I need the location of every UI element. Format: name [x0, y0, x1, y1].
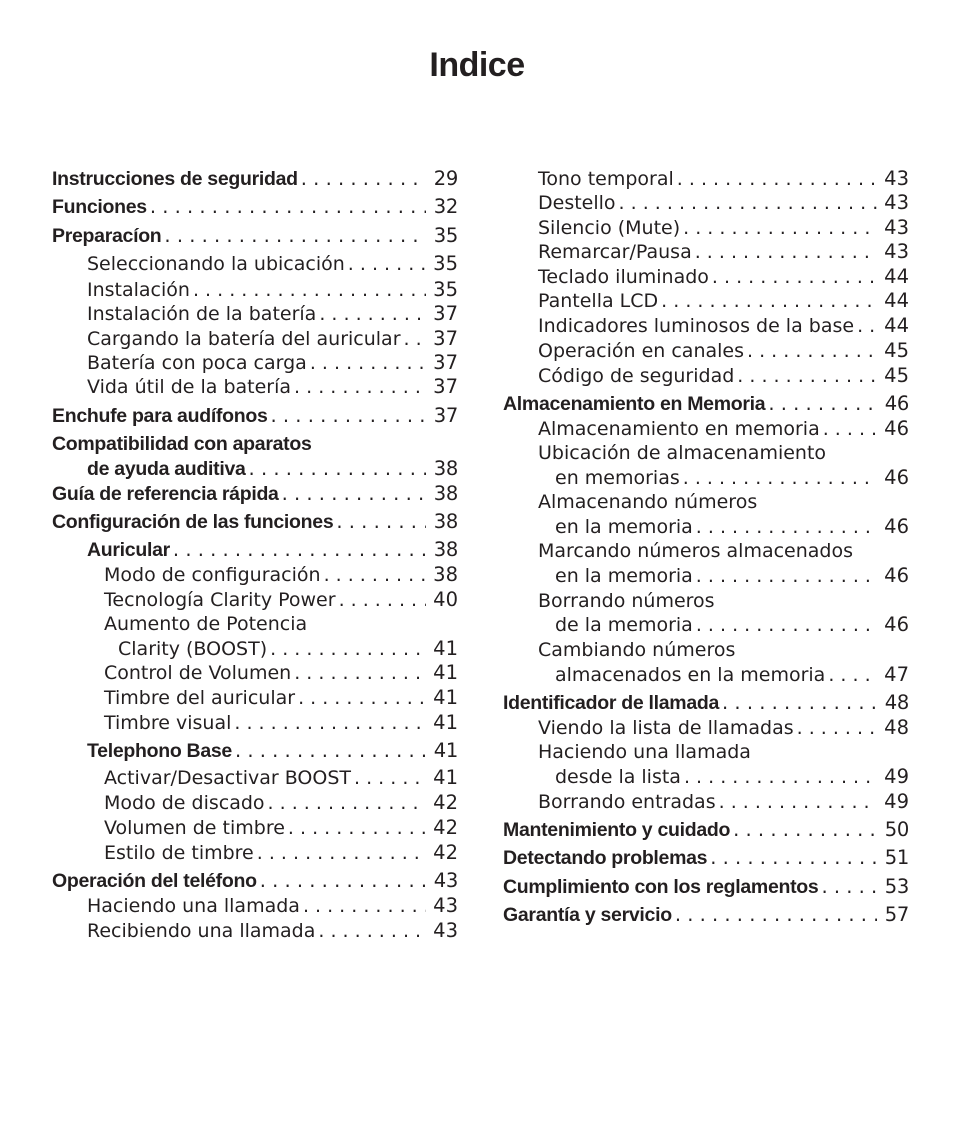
toc-entry	[503, 392, 909, 416]
dot-leader	[696, 515, 877, 539]
toc-page-number: 37	[433, 375, 458, 398]
toc-entry-title: Activar/Desactivar BOOST	[104, 767, 351, 789]
toc-page-number: 46	[884, 392, 909, 415]
toc-page-number: 48	[884, 716, 909, 739]
dot-leader	[173, 538, 426, 562]
dot-leader	[303, 894, 426, 918]
dot-leader	[324, 563, 426, 587]
toc-page-number: 37	[433, 404, 458, 427]
toc-entry-title: Remarcar/Pausa	[538, 241, 692, 263]
toc-page-number: 44	[884, 314, 909, 337]
toc-entry-title: Configuración de las funciones	[52, 511, 334, 533]
toc-page-number: 43	[433, 919, 458, 942]
toc-entry-heading: Marcando números almacenados	[538, 540, 854, 562]
toc-page-number: 41	[433, 686, 458, 709]
toc-entry-title: Operación del teléfono	[52, 870, 257, 892]
toc-page-number: 46	[884, 613, 909, 636]
toc-entry-title: Auricular	[87, 539, 170, 561]
toc-page-number: 50	[884, 818, 909, 841]
dot-leader	[319, 302, 426, 326]
toc-entry-title: en la memoria	[555, 565, 693, 587]
dot-leader	[271, 404, 426, 428]
toc-entry-title: Pantella LCD	[538, 290, 659, 312]
toc-entry-title: Tecnología Clarity Power	[104, 589, 336, 611]
toc-page-number: 49	[884, 790, 909, 813]
toc-entry-title: Almacenamiento en Memoria	[503, 393, 766, 415]
dot-leader	[404, 327, 427, 351]
toc-entry-heading: Ubicación de almacenamiento	[538, 442, 827, 464]
toc-entry-title: Cumplimiento con los reglamentos	[503, 876, 819, 898]
toc-entry	[104, 661, 458, 685]
dot-leader	[797, 716, 877, 740]
toc-entry	[104, 791, 458, 815]
toc-entry-title: Operación en canales	[538, 340, 745, 362]
dot-leader	[249, 457, 426, 481]
toc-page-number: 41	[433, 637, 458, 660]
dot-leader	[683, 466, 877, 490]
toc-entry-title: Cargando la batería del auricular	[87, 328, 401, 350]
toc-entry-title: Destello	[538, 192, 616, 214]
toc-entry	[555, 466, 909, 490]
toc-entry-title: Mantenimiento y cuidado	[503, 819, 731, 841]
toc-page-number: 43	[884, 191, 909, 214]
toc-entry	[538, 364, 909, 388]
dot-leader	[722, 691, 877, 715]
dot-leader	[747, 339, 877, 363]
toc-entry-title: Instalación	[87, 279, 190, 301]
dot-leader	[683, 216, 877, 240]
dot-leader	[150, 195, 426, 219]
toc-entry	[87, 252, 458, 276]
toc-entry-title: Instalación de la batería	[87, 303, 317, 325]
toc-entry-heading: Cambiando números	[538, 639, 736, 661]
dot-leader	[270, 637, 426, 661]
toc-entry	[538, 289, 909, 313]
dot-leader	[348, 252, 426, 276]
dot-leader	[695, 240, 877, 264]
toc-entry-title: de ayuda auditiva	[87, 458, 246, 480]
dot-leader	[235, 739, 426, 763]
toc-page-number: 38	[433, 482, 458, 505]
toc-entry	[87, 457, 458, 481]
toc-page-number: 35	[433, 252, 458, 275]
toc-page-number: 51	[884, 846, 909, 869]
toc-entry-title: Modo de configuración	[104, 564, 321, 586]
toc-entry-title: Clarity (BOOST)	[118, 638, 268, 660]
toc-entry	[555, 564, 909, 588]
dot-leader	[696, 613, 877, 637]
toc-entry	[503, 903, 909, 927]
dot-leader	[339, 588, 426, 612]
toc-entry-title: de la memoria	[555, 614, 693, 636]
toc-entry	[555, 613, 909, 637]
dot-leader	[294, 375, 426, 399]
toc-page-number: 41	[433, 766, 458, 789]
toc-page-number: 46	[884, 417, 909, 440]
toc-entry	[52, 167, 458, 191]
dot-leader	[733, 818, 877, 842]
dot-leader	[719, 790, 877, 814]
toc-entry-title: Enchufe para audífonos	[52, 405, 268, 427]
toc-entry-title: Preparacíon	[52, 225, 162, 247]
dot-leader	[164, 224, 426, 248]
toc-page-number: 37	[433, 302, 458, 325]
toc-page-number: 35	[433, 278, 458, 301]
toc-entry-title: Teclado iluminado	[538, 266, 709, 288]
toc-entry	[555, 765, 909, 789]
toc-page-number: 45	[884, 364, 909, 387]
toc-entry	[52, 869, 458, 893]
toc-entry	[538, 216, 909, 240]
dot-leader	[828, 663, 877, 687]
toc-entry	[52, 195, 458, 219]
toc-entry	[104, 816, 458, 840]
dot-leader	[282, 482, 426, 506]
toc-entry	[87, 538, 458, 562]
toc-entry-heading: Compatibilidad con aparatos	[52, 433, 312, 455]
dot-leader	[661, 289, 877, 313]
toc-page-number: 32	[433, 195, 458, 218]
toc-entry-title: Instrucciones de seguridad	[52, 168, 298, 190]
toc-page-number: 46	[884, 564, 909, 587]
toc-page-number: 43	[433, 894, 458, 917]
toc-page-number: 53	[884, 875, 909, 898]
toc-entry-title: Vida útil de la batería	[87, 376, 292, 398]
toc-page-number: 37	[433, 351, 458, 374]
toc-entry-title: Viendo la lista de llamadas	[538, 717, 794, 739]
dot-leader	[675, 903, 877, 927]
toc-entry	[87, 739, 458, 763]
toc-entry	[538, 790, 909, 814]
dot-leader	[737, 364, 877, 388]
toc-page-number: 41	[433, 739, 458, 762]
toc-entry	[52, 404, 458, 428]
toc-page-number: 45	[884, 339, 909, 362]
toc-entry-title: Detectando problemas	[503, 847, 708, 869]
toc-entry-title: Borrando entradas	[538, 791, 716, 813]
dot-leader	[857, 314, 877, 338]
toc-entry	[503, 846, 909, 870]
toc-page-number: 40	[433, 588, 458, 611]
toc-entry-title: Recibiendo una llamada	[87, 920, 316, 942]
toc-entry-title: Batería con poca carga	[87, 352, 307, 374]
toc-entry	[52, 224, 458, 248]
toc-entry	[104, 563, 458, 587]
dot-leader	[677, 167, 877, 191]
toc-entry	[538, 314, 909, 338]
toc-entry	[104, 588, 458, 612]
dot-leader	[318, 919, 426, 943]
toc-entry	[104, 841, 458, 865]
dot-leader	[336, 510, 426, 534]
toc-entry-title: Identificador de llamada	[503, 692, 720, 714]
dot-leader	[354, 766, 426, 790]
toc-entry-heading: Haciendo una llamada	[538, 741, 751, 763]
toc-page-number: 38	[433, 510, 458, 533]
toc-page-number: 42	[433, 791, 458, 814]
dot-leader	[712, 265, 877, 289]
toc-entry-heading: Aumento de Potencia	[104, 613, 308, 635]
toc-entry-title: Indicadores luminosos de la base	[538, 315, 855, 337]
toc-entry-title: Garantía y servicio	[503, 904, 672, 926]
toc-page-number: 57	[884, 903, 909, 926]
toc-entry-heading: Borrando números	[538, 590, 715, 612]
toc-entry-title: Tono temporal	[538, 168, 674, 190]
toc-entry	[538, 265, 909, 289]
toc-page-number: 43	[884, 167, 909, 190]
toc-entry-title: almacenados en la memoria	[555, 664, 826, 686]
toc-entry	[538, 191, 909, 215]
toc-page-number: 44	[884, 265, 909, 288]
toc-page-number: 46	[884, 466, 909, 489]
toc-entry	[87, 919, 458, 943]
dot-leader	[768, 392, 877, 416]
toc-entry-title: Control de Volumen	[104, 662, 292, 684]
toc-page-number: 49	[884, 765, 909, 788]
toc-entry-title: Modo de discado	[104, 792, 265, 814]
toc-entry	[538, 339, 909, 363]
toc-entry-title: Funciones	[52, 196, 147, 218]
toc-entry	[87, 351, 458, 375]
toc-page-number: 29	[433, 167, 458, 190]
toc-page-number: 41	[433, 711, 458, 734]
toc-page-number: 43	[884, 240, 909, 263]
toc-entry	[503, 875, 909, 899]
toc-entry-title: Estilo de timbre	[104, 842, 254, 864]
toc-entry	[503, 691, 909, 715]
dot-leader	[301, 167, 426, 191]
toc-entry	[538, 417, 909, 441]
toc-page-number: 35	[433, 224, 458, 247]
toc-page-number: 43	[433, 869, 458, 892]
toc-entry	[87, 375, 458, 399]
toc-entry-title: Volumen de timbre	[104, 817, 285, 839]
toc-page-number: 46	[884, 515, 909, 538]
dot-leader	[310, 351, 426, 375]
toc-entry-title: Timbre del auricular	[104, 687, 296, 709]
toc-page-number: 41	[433, 661, 458, 684]
dot-leader	[288, 816, 426, 840]
dot-leader	[821, 875, 877, 899]
dot-leader	[696, 564, 877, 588]
toc-entry-title: Seleccionando la ubicación	[87, 253, 345, 275]
toc-entry-title: Telephono Base	[87, 740, 232, 762]
toc-entry-title: en memorias	[555, 467, 680, 489]
toc-entry-title: Guía de referencia rápida	[52, 483, 279, 505]
toc-entry	[538, 167, 909, 191]
toc-page-number: 48	[884, 691, 909, 714]
page-title: Indice	[429, 46, 525, 84]
toc-entry	[555, 663, 909, 687]
toc-entry	[87, 894, 458, 918]
toc-entry	[503, 818, 909, 842]
dot-leader	[257, 841, 426, 865]
toc-entry-title: Timbre visual	[104, 712, 232, 734]
toc-entry-heading: Almacenando números	[538, 491, 758, 513]
dot-leader	[294, 661, 426, 685]
toc-entry	[118, 637, 458, 661]
toc-entry	[538, 716, 909, 740]
toc-entry-title: en la memoria	[555, 516, 693, 538]
toc-entry	[52, 510, 458, 534]
toc-entry-title: Código de seguridad	[538, 365, 735, 387]
dot-leader	[268, 791, 426, 815]
dot-leader	[684, 765, 877, 789]
toc-entry-title: Haciendo una llamada	[87, 895, 300, 917]
toc-entry-title: desde la lista	[555, 766, 681, 788]
toc-page-number: 38	[433, 538, 458, 561]
toc-entry	[87, 327, 458, 351]
toc-page-number: 38	[433, 563, 458, 586]
toc-entry-title: Almacenamiento en memoria	[538, 418, 820, 440]
dot-leader	[710, 846, 877, 870]
toc-entry	[52, 482, 458, 506]
dot-leader	[234, 711, 426, 735]
dot-leader	[823, 417, 877, 441]
toc-entry	[87, 278, 458, 302]
toc-entry-title: Silencio (Mute)	[538, 217, 681, 239]
toc-entry	[538, 240, 909, 264]
toc-page-number: 38	[433, 457, 458, 480]
toc-entry	[104, 766, 458, 790]
toc-entry	[87, 302, 458, 326]
toc-page-number: 44	[884, 289, 909, 312]
dot-leader	[619, 191, 877, 215]
toc-entry	[104, 711, 458, 735]
toc-page-number: 42	[433, 841, 458, 864]
dot-leader	[260, 869, 426, 893]
toc-page-number: 42	[433, 816, 458, 839]
toc-page-number: 47	[884, 663, 909, 686]
dot-leader	[298, 686, 426, 710]
dot-leader	[193, 278, 426, 302]
toc-entry	[104, 686, 458, 710]
toc-entry	[555, 515, 909, 539]
toc-page-number: 37	[433, 327, 458, 350]
toc-page-number: 43	[884, 216, 909, 239]
